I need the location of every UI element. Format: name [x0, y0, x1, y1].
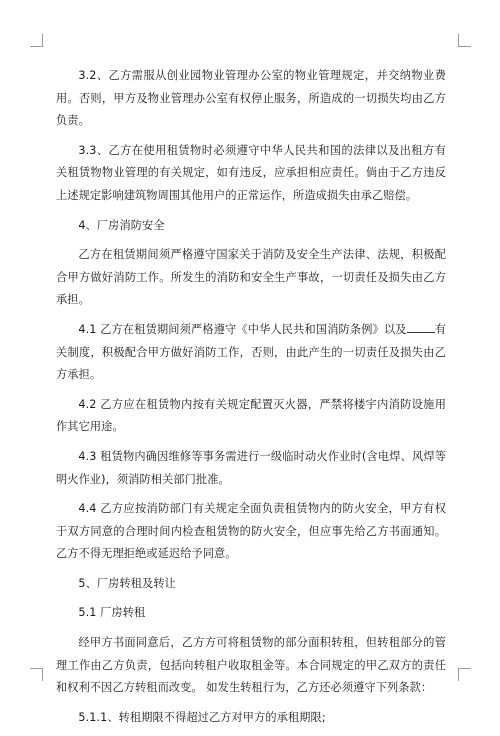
paragraph-5-1-body: 经甲方书面同意后，乙方方可将租赁物的部分面积转租，但转租部分的管理工作由乙方负责，包括向转租户收取租金等。本合同规定的甲乙双方的责任和权利不因乙方转租而改变。 如发生转租行为，乙方还必须遵守下列条款：: [56, 636, 446, 695]
crop-mark-bottom-right: [458, 668, 471, 681]
paragraph-4-1-start: 4.1 乙方在租赁期间须严格遵守《中华人民共和国消防条例》以及: [78, 322, 407, 336]
paragraph-4-3: 4.3 租赁物内确因维修等事务需进行一级临时动火作业时(含电焊、风焊等明火作业)，须消防相关部门批准。: [56, 449, 446, 486]
fill-in-blank: [407, 320, 435, 333]
section-heading-5: 5、厂房转租及转让: [78, 576, 176, 590]
paragraph-4-4: 4.4 乙方应按消防部门有关规定全面负责租赁物内的防火安全，甲方有权于双方同意的合理时间内检查租赁物的防火安全，但应事先给乙方书面通知。乙方不得无理拒绝或延迟给予同意。: [56, 502, 446, 561]
paragraph-5-1-1: 5.1.1、转租期限不得超过乙方对甲方的承租期限;: [78, 710, 326, 724]
paragraph-4-1: [56, 319, 446, 387]
document-page: [56, 65, 446, 736]
paragraph-4-intro: 乙方在租赁期间须严格遵守国家关于消防及安全生产法律、法规，积极配合甲方做好消防工作。所发生的消防和安全生产事故，一切责任及损失由乙方承担。: [56, 248, 446, 307]
paragraph-3-2: 3.2、乙方需服从创业园物业管理办公室的物业管理规定，并交纳物业费用。否则，甲方及物业管理办公室有权停止服务，所造成的一切损失均由乙方负责。: [56, 69, 446, 128]
paragraph-3-3: 3.3、乙方在使用租赁物时必须遵守中华人民共和国的法律以及出租方有关租赁物物业管理的有关规定，如有违反，应承担相应责任。倘由于乙方违反上述规定影响建筑物周围其他用户的正常运作，所造成损失由承乙赔偿。: [56, 143, 446, 202]
crop-mark-bottom-left: [30, 668, 43, 681]
crop-mark-top-left: [30, 34, 43, 47]
paragraph-4-2: 4.2 乙方应在租赁物内按有关规定配置灭火器，严禁将楼宇内消防设施用作其它用途。: [56, 397, 446, 434]
section-heading-4: 4、厂房消防安全: [78, 218, 165, 232]
subsection-heading-5-1: 5.1 厂房转租: [78, 606, 146, 620]
crop-mark-top-right: [458, 34, 471, 47]
paragraph-4-1-end: 有关制度，积极配合甲方做好消防工作，否则，由此产生的一切责任及损失由乙方承担。: [56, 322, 446, 382]
